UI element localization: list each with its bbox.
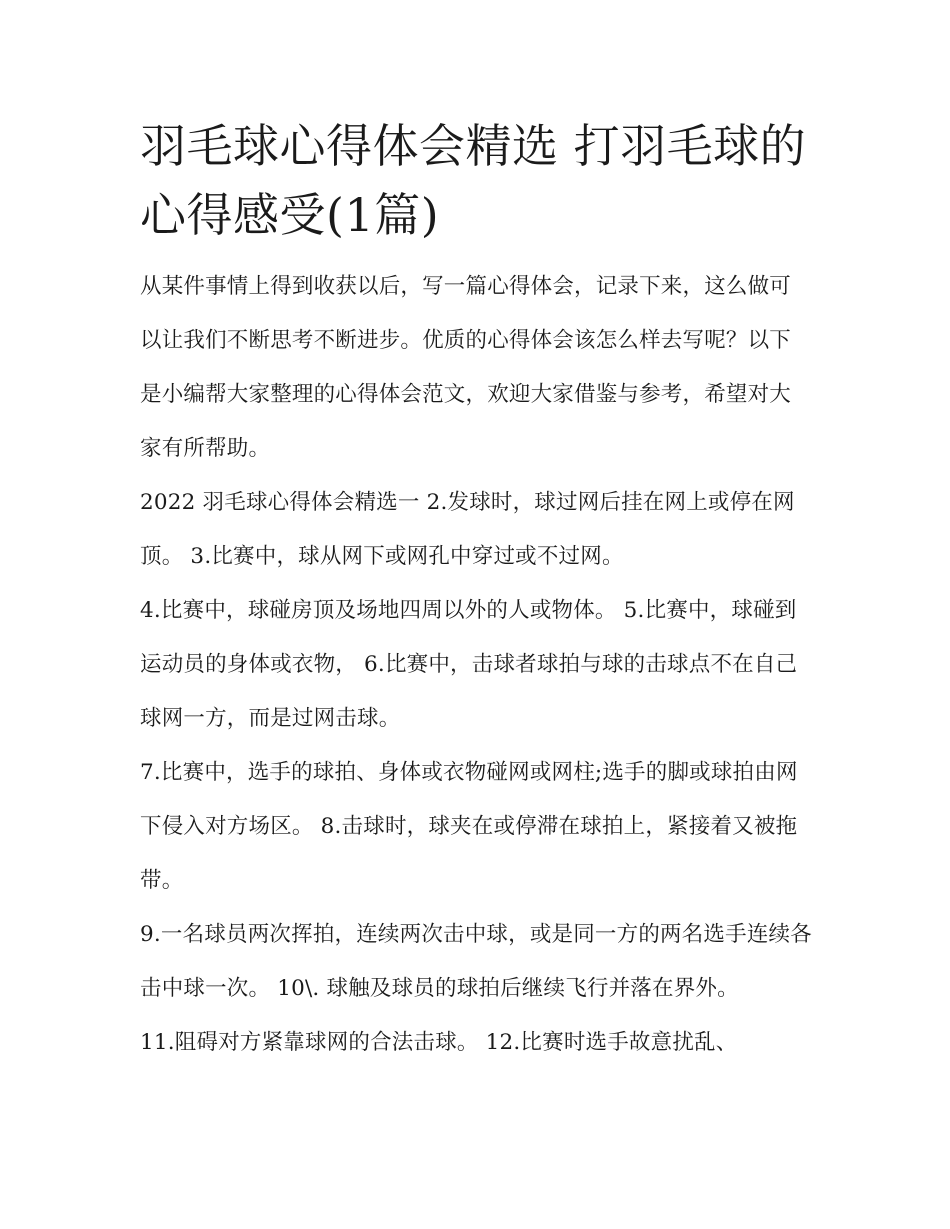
body-paragraph-2: 4.比赛中，球碰房顶及场地四周以外的人或物体。 5.比赛中，球碰到运动员的身体或衣物， 6.比赛中，击球者球拍与球的击球点不在自己球网一方，而是过网击球。: [140, 598, 798, 731]
intro-paragraph: 从某件事情上得到收获以后，写一篇心得体会，记录下来，这么做可以让我们不断思考不断进步。优质的心得体会该怎么样去写呢？以下是小编帮大家整理的心得体会范文，欢迎大家借鉴与参考，希望对大家有所帮助。: [140, 274, 792, 461]
body-paragraph-3: 7.比赛中，选手的球拍、身体或衣物碰网或网柱;选手的脚或球拍由网下侵入对方场区。 8.击球时，球夹在或停滞在球拍上，紧接着又被拖带。: [140, 760, 798, 893]
document-page: [140, 112, 812, 1070]
body-paragraph-4: 9.一名球员两次挥拍，连续两次击中球，或是同一方的两名选手连续各击中球一次。 10\. 球触及球员的球拍后继续飞行并落在界外。: [140, 922, 812, 1001]
body-paragraph-1: 2022 羽毛球心得体会精选一 2.发球时，球过网后挂在网上或停在网顶。 3.比赛中，球从网下或网孔中穿过或不过网。: [140, 490, 795, 569]
document-title: 羽毛球心得体会精选 打羽毛球的心得感受(1篇): [140, 119, 807, 242]
body-paragraph-5: 11.阻碍对方紧靠球网的合法击球。 12.比赛时选手故意扰乱、: [140, 1030, 738, 1055]
